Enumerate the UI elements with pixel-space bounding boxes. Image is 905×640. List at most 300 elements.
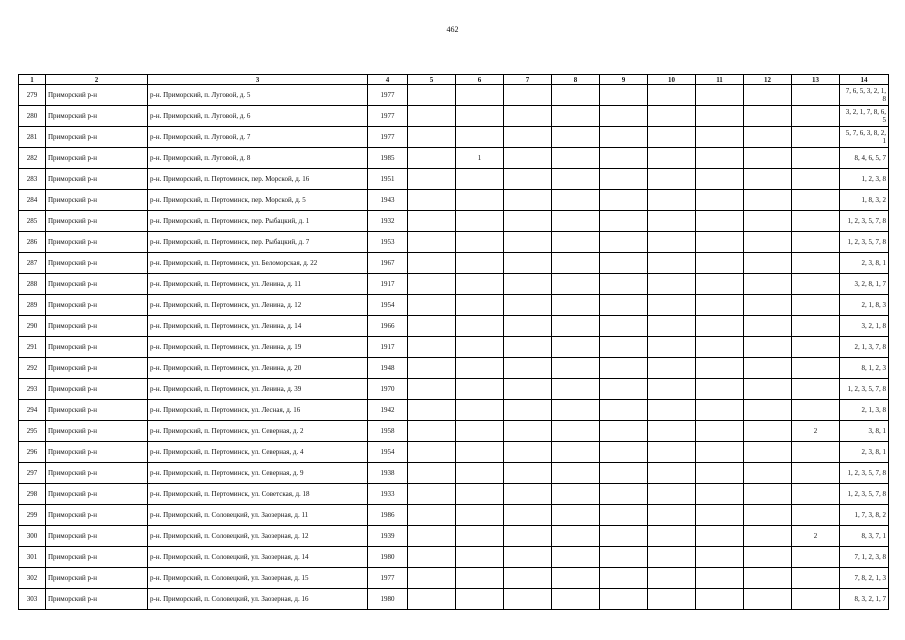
table-cell [504,232,552,253]
table-cell: 1948 [368,358,408,379]
table-cell [792,379,840,400]
table-cell: р-н. Приморский, п. Луговой, д. 6 [148,106,368,127]
table-cell: Приморский р-н [46,106,148,127]
table-cell: Приморский р-н [46,85,148,106]
table-cell [408,379,456,400]
table-cell [696,190,744,211]
table-cell [696,358,744,379]
table-cell [456,421,504,442]
table-cell: 288 [19,274,46,295]
table-cell: Приморский р-н [46,253,148,274]
table-cell: Приморский р-н [46,190,148,211]
table-cell [504,400,552,421]
table-cell [408,547,456,568]
column-header: 6 [456,75,504,85]
table-cell [600,379,648,400]
table-cell: 287 [19,253,46,274]
table-cell: 1, 2, 3, 5, 7, 8 [840,463,889,484]
table-cell [408,442,456,463]
table-cell: 2 [792,421,840,442]
table-cell: 294 [19,400,46,421]
table-cell [552,358,600,379]
table-cell [504,505,552,526]
table-cell: 1980 [368,589,408,610]
table-cell [744,337,792,358]
table-cell: 1958 [368,421,408,442]
table-cell [792,547,840,568]
table-cell [408,337,456,358]
table-cell: 5, 7, 6, 3, 8, 2, 1 [840,127,889,148]
table-header-row [19,75,889,85]
page-number: 462 [446,25,459,34]
table-cell [456,190,504,211]
table-cell [456,169,504,190]
column-header: 14 [840,75,889,85]
table-cell: р-н. Приморский, п. Луговой, д. 5 [148,85,368,106]
table-cell [456,400,504,421]
table-cell [456,337,504,358]
table-cell [696,253,744,274]
table-cell [408,127,456,148]
table-cell [408,295,456,316]
table-cell: 290 [19,316,46,337]
table-cell [648,148,696,169]
table-cell [552,526,600,547]
table-cell [456,484,504,505]
table-cell [408,190,456,211]
table-cell [552,547,600,568]
table-cell [504,547,552,568]
table-cell: 8, 3, 2, 1, 7 [840,589,889,610]
column-header: 11 [696,75,744,85]
table-cell [648,589,696,610]
table-cell [552,232,600,253]
table-cell: Приморский р-н [46,505,148,526]
table-cell: 8, 3, 7, 1 [840,526,889,547]
table-cell: Приморский р-н [46,316,148,337]
table-cell: 302 [19,568,46,589]
table-cell [408,211,456,232]
table-cell [648,547,696,568]
table-cell [744,379,792,400]
table-cell [552,379,600,400]
table-cell [696,85,744,106]
table-cell [744,400,792,421]
table-cell: р-н. Приморский, п. Пертоминск, ул. Ленина, д. 39 [148,379,368,400]
table-cell [648,463,696,484]
table-cell: Приморский р-н [46,400,148,421]
table-cell: 1977 [368,127,408,148]
table-cell [648,400,696,421]
table-cell [408,400,456,421]
table-cell [552,463,600,484]
table-cell: 2, 1, 3, 8 [840,400,889,421]
table-cell: Приморский р-н [46,211,148,232]
table-cell [408,589,456,610]
table-cell: р-н. Приморский, п. Пертоминск, пер. Морской, д. 16 [148,169,368,190]
table-cell [744,358,792,379]
table-cell: 1954 [368,442,408,463]
table-cell: 3, 8, 1 [840,421,889,442]
table-cell [600,442,648,463]
table-cell [696,463,744,484]
table-cell: 285 [19,211,46,232]
table-row [19,106,889,127]
table-cell [408,484,456,505]
table-cell [552,169,600,190]
data-table [18,74,889,610]
table-cell [696,547,744,568]
table-cell: 3, 2, 8, 1, 7 [840,274,889,295]
table-cell [600,85,648,106]
table-cell [456,358,504,379]
table-cell: 1954 [368,295,408,316]
table-cell [792,463,840,484]
table-cell [504,295,552,316]
table-cell: р-н. Приморский, п. Пертоминск, ул. Ленина, д. 20 [148,358,368,379]
table-cell: 2, 1, 3, 7, 8 [840,337,889,358]
table-cell [648,127,696,148]
table-cell: 284 [19,190,46,211]
table-cell [600,148,648,169]
column-header: 4 [368,75,408,85]
table-cell [648,190,696,211]
table-cell [744,232,792,253]
table-row [19,358,889,379]
table-cell: 292 [19,358,46,379]
table-cell [552,274,600,295]
table-cell [456,316,504,337]
table-cell [792,568,840,589]
table-cell: 283 [19,169,46,190]
column-header: 1 [19,75,46,85]
table-cell [504,169,552,190]
table-cell [600,232,648,253]
table-cell [744,211,792,232]
table-cell [696,337,744,358]
table-cell [792,232,840,253]
table-cell [744,148,792,169]
table-cell [456,589,504,610]
table-cell: 1951 [368,169,408,190]
table-cell [408,274,456,295]
table-cell: р-н. Приморский, п. Пертоминск, пер. Рыбацкий, д. 7 [148,232,368,253]
table-cell [456,211,504,232]
table-cell [408,232,456,253]
table-cell [744,169,792,190]
table-cell [456,274,504,295]
table-row [19,547,889,568]
table-cell [744,274,792,295]
table-cell [552,400,600,421]
table-cell: р-н. Приморский, п. Пертоминск, пер. Морской, д. 5 [148,190,368,211]
table-cell [792,253,840,274]
table-cell: 299 [19,505,46,526]
table-cell [600,547,648,568]
table-cell [552,106,600,127]
table-row [19,400,889,421]
table-cell [696,127,744,148]
table-cell [648,85,696,106]
column-header: 12 [744,75,792,85]
table-cell [648,337,696,358]
table-cell [744,484,792,505]
table-cell [600,484,648,505]
table-cell [552,316,600,337]
table-cell: р-н. Приморский, п. Пертоминск, ул. Беломорская, д. 22 [148,253,368,274]
table-cell: 1, 2, 3, 5, 7, 8 [840,211,889,232]
table-cell: 1, 2, 3, 5, 7, 8 [840,232,889,253]
table-cell [504,106,552,127]
table-cell [792,295,840,316]
table-row [19,526,889,547]
column-header: 9 [600,75,648,85]
table-cell [552,505,600,526]
table-cell [408,568,456,589]
table-cell [504,211,552,232]
table-cell [648,106,696,127]
table-cell: 7, 6, 5, 3, 2, 1, 8 [840,85,889,106]
table-cell [504,526,552,547]
table-cell [792,106,840,127]
table-row [19,85,889,106]
table-row [19,442,889,463]
table-cell: 281 [19,127,46,148]
table-cell: 297 [19,463,46,484]
table-cell [408,85,456,106]
table-row [19,274,889,295]
table-cell [696,295,744,316]
table-cell [504,337,552,358]
table-cell [552,589,600,610]
table-cell [648,232,696,253]
table-cell [696,169,744,190]
table-cell [648,358,696,379]
table-cell [456,463,504,484]
table-cell: 2, 3, 8, 1 [840,442,889,463]
table-cell [744,589,792,610]
table-cell [456,106,504,127]
table-cell [600,106,648,127]
table-cell: Приморский р-н [46,589,148,610]
table-cell [552,484,600,505]
table-cell: р-н. Приморский, п. Пертоминск, ул. Северная, д. 4 [148,442,368,463]
table-cell: р-н. Приморский, п. Пертоминск, пер. Рыбацкий, д. 1 [148,211,368,232]
column-header: 5 [408,75,456,85]
table-cell: 291 [19,337,46,358]
table-cell [408,316,456,337]
table-cell [600,589,648,610]
table-cell: 286 [19,232,46,253]
table-row [19,232,889,253]
table-cell [744,127,792,148]
table-cell [504,148,552,169]
table-cell [408,106,456,127]
table-cell [456,253,504,274]
table-cell: 1938 [368,463,408,484]
table-cell: Приморский р-н [46,379,148,400]
table-cell [792,274,840,295]
table-cell [600,337,648,358]
table-cell: 1, 8, 3, 2 [840,190,889,211]
table-cell [744,463,792,484]
table-cell [456,568,504,589]
table-cell: 8, 4, 6, 5, 7 [840,148,889,169]
table-cell [552,127,600,148]
table-cell: 280 [19,106,46,127]
table-cell [744,526,792,547]
table-cell [408,526,456,547]
column-header: 3 [148,75,368,85]
table-cell [744,547,792,568]
table-cell: 1939 [368,526,408,547]
table-cell: р-н. Приморский, п. Пертоминск, ул. Ленина, д. 14 [148,316,368,337]
table-cell: р-н. Приморский, п. Соловецкий, ул. Заозерная, д. 11 [148,505,368,526]
table-cell: 298 [19,484,46,505]
table-cell [792,148,840,169]
table-cell: 1933 [368,484,408,505]
table-cell: р-н. Приморский, п. Луговой, д. 7 [148,127,368,148]
table-cell [600,127,648,148]
table-cell: 8, 1, 2, 3 [840,358,889,379]
table-cell: 2, 3, 8, 1 [840,253,889,274]
table-cell: р-н. Приморский, п. Соловецкий, ул. Заозерная, д. 14 [148,547,368,568]
table-cell [552,442,600,463]
table-cell [696,274,744,295]
table-cell: Приморский р-н [46,442,148,463]
table-cell [600,253,648,274]
table-cell: 7, 1, 2, 3, 8 [840,547,889,568]
column-header: 13 [792,75,840,85]
table-cell: Приморский р-н [46,148,148,169]
table-cell [744,106,792,127]
table-cell [504,274,552,295]
table-cell: р-н. Приморский, п. Пертоминск, ул. Ленина, д. 11 [148,274,368,295]
table-cell [648,421,696,442]
table-row [19,589,889,610]
table-cell: 7, 8, 2, 1, 3 [840,568,889,589]
table-cell: 1970 [368,379,408,400]
table-cell: 1, 2, 3, 5, 7, 8 [840,484,889,505]
table-cell: р-н. Приморский, п. Соловецкий, ул. Заозерная, д. 12 [148,526,368,547]
table-cell [696,568,744,589]
table-cell [456,505,504,526]
table-cell [696,106,744,127]
table-cell [552,211,600,232]
table-cell [600,211,648,232]
table-cell: 296 [19,442,46,463]
table-cell [744,505,792,526]
table-cell: р-н. Приморский, п. Соловецкий, ул. Заозерная, д. 15 [148,568,368,589]
table-cell: 1967 [368,253,408,274]
table-cell [504,358,552,379]
table-cell: Приморский р-н [46,295,148,316]
table-cell [504,253,552,274]
table-cell: 1953 [368,232,408,253]
table-cell [744,316,792,337]
table-cell: Приморский р-н [46,421,148,442]
table-cell: Приморский р-н [46,463,148,484]
table-row [19,211,889,232]
table-body [19,85,889,610]
table-cell: 1917 [368,337,408,358]
table-cell [504,589,552,610]
table-cell [696,484,744,505]
table-cell [456,547,504,568]
table-cell: 1943 [368,190,408,211]
table-cell [552,190,600,211]
table-cell: 303 [19,589,46,610]
table-cell [552,295,600,316]
table-cell: 2 [792,526,840,547]
table-row [19,463,889,484]
table-cell [504,421,552,442]
table-cell [792,484,840,505]
table-cell: 282 [19,148,46,169]
table-cell: р-н. Приморский, п. Пертоминск, ул. Советская, д. 18 [148,484,368,505]
table-cell: Приморский р-н [46,169,148,190]
table-cell [792,85,840,106]
table-cell: р-н. Приморский, п. Пертоминск, ул. Северная, д. 2 [148,421,368,442]
table-cell [744,421,792,442]
table-cell [696,400,744,421]
table-cell: Приморский р-н [46,232,148,253]
table-cell: р-н. Приморский, п. Пертоминск, ул. Ленина, д. 12 [148,295,368,316]
table-row [19,316,889,337]
table-cell: 293 [19,379,46,400]
table-cell [600,316,648,337]
table-cell [456,442,504,463]
table-cell: 279 [19,85,46,106]
table-cell: 1942 [368,400,408,421]
column-header: 10 [648,75,696,85]
table-cell [792,127,840,148]
table-cell [504,463,552,484]
column-header: 2 [46,75,148,85]
table-cell [648,379,696,400]
table-cell [792,400,840,421]
table-cell: 1986 [368,505,408,526]
table-cell [600,568,648,589]
table-cell: Приморский р-н [46,337,148,358]
table-cell: р-н. Приморский, п. Пертоминск, ул. Ленина, д. 19 [148,337,368,358]
table-cell [600,463,648,484]
column-header: 7 [504,75,552,85]
table-cell [408,253,456,274]
table-cell: 1977 [368,106,408,127]
table-cell: 3, 2, 1, 7, 8, 6, 5 [840,106,889,127]
table-cell [648,505,696,526]
table-cell [504,442,552,463]
table-row [19,169,889,190]
table-row [19,148,889,169]
table-cell [504,484,552,505]
table-cell [408,358,456,379]
table-cell [696,316,744,337]
table-row [19,253,889,274]
table-row [19,505,889,526]
table-cell [456,526,504,547]
table-cell [792,211,840,232]
table-cell: 1 [456,148,504,169]
table-row [19,190,889,211]
table-cell: р-н. Приморский, п. Соловецкий, ул. Заозерная, д. 16 [148,589,368,610]
table-cell [696,211,744,232]
table-cell [648,484,696,505]
table-cell [648,526,696,547]
table-cell [648,568,696,589]
table-cell [456,85,504,106]
